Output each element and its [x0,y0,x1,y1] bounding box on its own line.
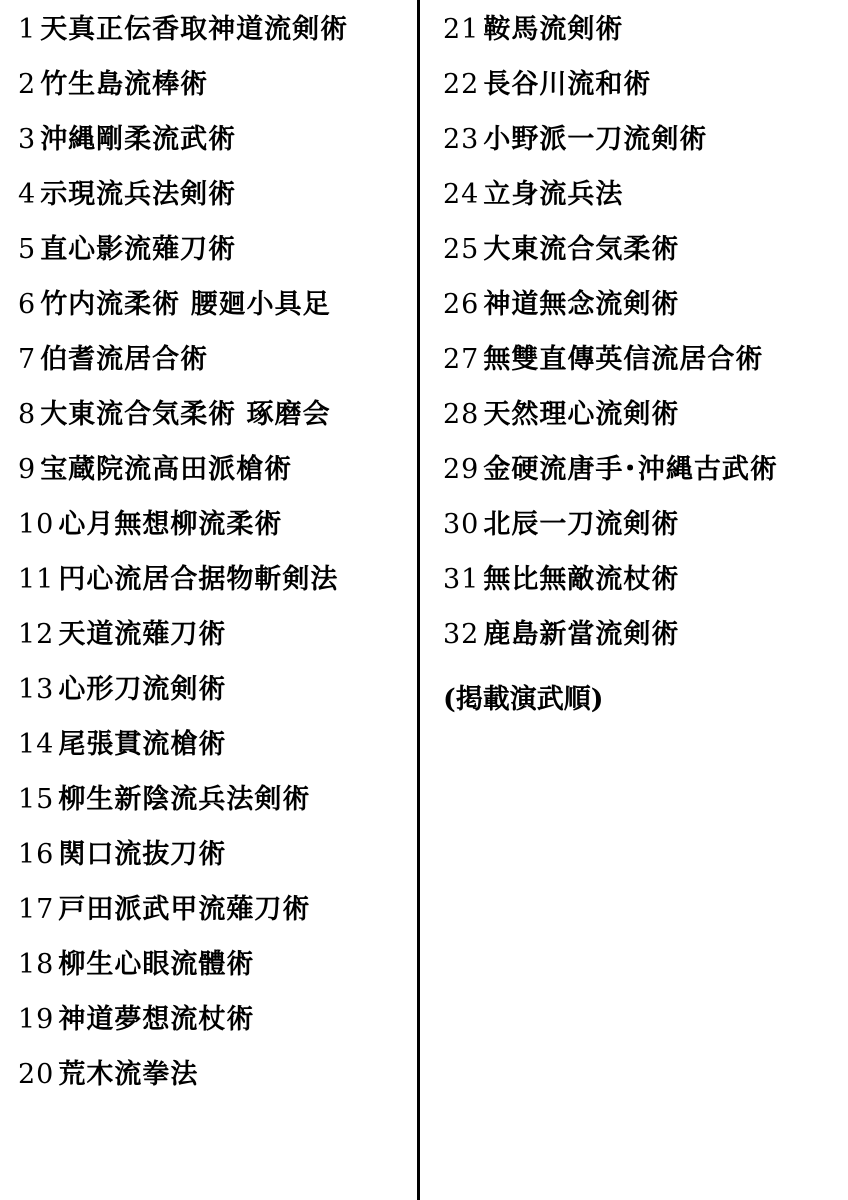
list-item [18,772,413,827]
item-number: 15 [18,784,55,815]
item-number: 21 [443,14,480,45]
list-item [18,112,413,167]
item-name: 無比無敵流杖術 [483,564,680,595]
item-name: 立身流兵法 [483,179,624,210]
item-name: 天道流薙刀術 [58,619,227,650]
item-name: 鞍馬流剣術 [483,14,624,45]
item-number: 17 [18,894,55,925]
item-name: 心月無想柳流柔術 [58,509,283,540]
list-item [18,1047,413,1102]
item-number: 13 [18,674,55,705]
item-number: 11 [18,564,55,595]
list-item [443,552,843,607]
item-number: 6 [18,289,37,320]
list-item [18,607,413,662]
item-number: 23 [443,124,480,155]
list-item [18,2,413,57]
list-item [18,167,413,222]
item-number: 27 [443,344,480,375]
item-name: 竹生島流棒術 [40,69,209,100]
list-item [18,57,413,112]
item-name: 宝蔵院流高田派槍術 [40,454,293,485]
item-number: 26 [443,289,480,320]
list-item [18,277,413,332]
list-item [18,497,413,552]
item-name: 柳生新陰流兵法剣術 [58,784,311,815]
list-item [18,827,413,882]
item-name: 金硬流唐手･沖縄古武術 [483,454,778,485]
item-name: 無雙直傳英信流居合術 [483,344,764,375]
list-item [18,882,413,937]
item-name: 柳生心眼流體術 [58,949,255,980]
item-number: 2 [18,69,37,100]
item-number: 32 [443,619,480,650]
list-item [18,992,413,1047]
list-item [18,387,413,442]
item-number: 28 [443,399,480,430]
item-number: 18 [18,949,55,980]
list-item [18,552,413,607]
item-number: 4 [18,179,37,210]
item-number: 10 [18,509,55,540]
item-name: 戸田派武甲流薙刀術 [58,894,311,925]
item-number: 31 [443,564,480,595]
list-item [443,387,843,442]
item-number: 16 [18,839,55,870]
item-name: 直心影流薙刀術 [40,234,237,265]
list-item [443,167,843,222]
list-item [443,57,843,112]
item-name: 円心流居合据物斬剣法 [58,564,339,595]
item-number: 3 [18,124,37,155]
list-item [18,662,413,717]
item-name: 神道無念流剣術 [483,289,680,320]
list-item [443,112,843,167]
item-name: 小野派一刀流剣術 [483,124,708,155]
list-item [18,222,413,277]
item-number: 5 [18,234,37,265]
item-name: 心形刀流剣術 [58,674,227,705]
item-number: 30 [443,509,480,540]
item-number: 12 [18,619,55,650]
list-item [18,937,413,992]
item-name: 尾張貫流槍術 [58,729,227,760]
item-name: 大東流合気柔術 [483,234,680,265]
item-name: 長谷川流和術 [483,69,652,100]
item-number: 22 [443,69,480,100]
item-number: 25 [443,234,480,265]
item-name: 神道夢想流杖術 [58,1004,255,1035]
item-number: 29 [443,454,480,485]
item-name: 北辰一刀流剣術 [483,509,680,540]
item-name: 関口流抜刀術 [58,839,227,870]
item-name: 沖縄剛柔流武術 [40,124,237,155]
item-name: 鹿島新當流剣術 [483,619,680,650]
item-name: 荒木流拳法 [58,1059,199,1090]
item-number: 20 [18,1059,55,1090]
list-item [443,2,843,57]
order-footnote: (掲載演武順) [443,684,604,715]
item-number: 8 [18,399,37,430]
list-item [18,717,413,772]
list-item [443,332,843,387]
item-number: 7 [18,344,37,375]
list-item [18,442,413,497]
list-item [18,332,413,387]
item-number: 19 [18,1004,55,1035]
column-divider [417,0,420,1200]
item-number: 9 [18,454,37,485]
left-column [18,2,413,1102]
list-item [443,607,843,662]
item-name: 伯耆流居合術 [40,344,209,375]
item-name: 竹内流柔術 腰廻小具足 [40,289,331,320]
list-item [443,277,843,332]
item-name: 天然理心流剣術 [483,399,680,430]
list-item [443,497,843,552]
list-item [443,222,843,277]
item-name: 大東流合気柔術 琢磨会 [40,399,331,430]
item-name: 示現流兵法剣術 [40,179,237,210]
list-item [443,442,843,497]
right-column [443,2,843,662]
item-number: 14 [18,729,55,760]
item-name: 天真正伝香取神道流剣術 [40,14,349,45]
item-number: 1 [18,14,37,45]
item-number: 24 [443,179,480,210]
